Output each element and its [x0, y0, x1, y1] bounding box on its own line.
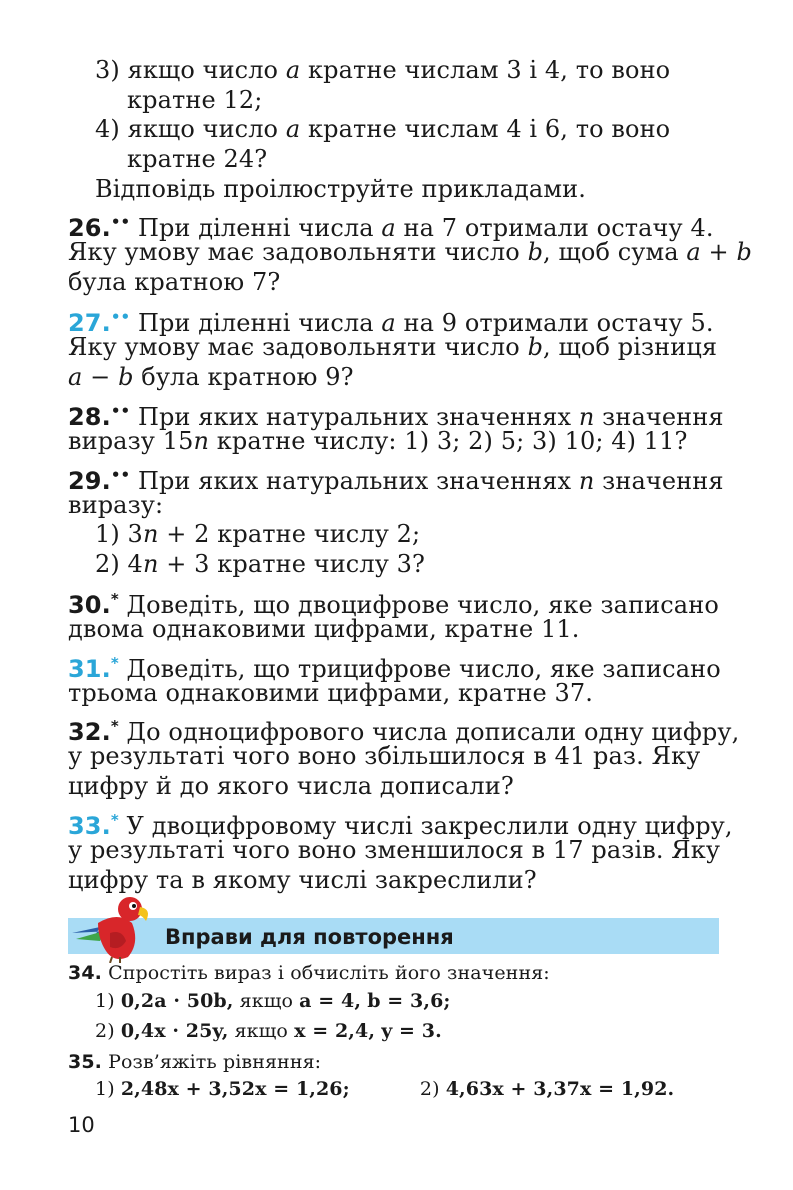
e30-number: 30. [68, 591, 111, 619]
e27-line1: 27.•• При діленні числа a на 9 отримали остачу 5. [68, 308, 714, 337]
e28-number: 28. [68, 403, 111, 431]
e35-items: 1) 2,48x + 3,52x = 1,26; 2) 4,63x + 3,37x = 1,92. [95, 1078, 675, 1100]
e32-line1: 32.* До одноцифрового числа дописали одну цифру, [68, 717, 740, 746]
e31-line2: трьома однаковими цифрами, кратне 37. [68, 679, 593, 707]
e27-number: 27. [68, 309, 111, 337]
e33-line1: 33.* У двоцифровому числі закреслили одну цифру, [68, 811, 733, 840]
e25-item4-line1: 4) якщо число a кратне числам 4 і 6, то воно [95, 115, 671, 143]
e25-item3-line2: кратне 12; [127, 86, 263, 114]
e27-line2: Яку умову має задовольняти число b, щоб різниця [68, 333, 718, 361]
e34-item2: 2) 0,4x · 25y, якщо x = 2,4, y = 3. [95, 1020, 442, 1042]
e32-line3: цифру й до якого числа дописали? [68, 772, 514, 800]
e29-item1: 1) 3n + 2 кратне числу 2; [95, 520, 421, 548]
section-title: Вправи для повторення [165, 925, 454, 949]
e33-line3: цифру та в якому числі закреслили? [68, 866, 537, 894]
e26-line3: була кратною 7? [68, 268, 281, 296]
e32-line2: у результаті чого воно збільшилося в 41 раз. Яку [68, 742, 701, 770]
e31-number: 31. [68, 655, 111, 683]
e34-heading: 34. Спростіть вираз і обчисліть його значення: [68, 962, 550, 984]
e34-number: 34. [68, 962, 102, 984]
e28-line2: виразу 15n кратне числу: 1) 3; 2) 5; 3) 10; 4) 11? [68, 427, 688, 455]
e35-heading: 35. Розв’яжіть рівняння: [68, 1051, 322, 1073]
e26-number: 26. [68, 214, 111, 242]
e26-line1: 26.•• При діленні числа a на 7 отримали остачу 4. [68, 213, 714, 242]
e35-number: 35. [68, 1051, 102, 1073]
e29-line2: виразу: [68, 491, 164, 519]
e29-number: 29. [68, 467, 111, 495]
page-number: 10 [68, 1113, 95, 1137]
e33-number: 33. [68, 812, 111, 840]
e28-line1: 28.•• При яких натуральних значеннях n значення [68, 402, 724, 431]
e32-number: 32. [68, 718, 111, 746]
e29-line1: 29.•• При яких натуральних значеннях n значення [68, 466, 724, 495]
e30-line1: 30.* Доведіть, що двоцифрове число, яке записано [68, 590, 719, 619]
e33-line2: у результаті чого воно зменшилося в 17 разів. Яку [68, 836, 721, 864]
e25-item4-line2: кратне 24? [127, 145, 268, 173]
e26-line2: Яку умову має задовольняти число b, щоб сума a + b [68, 238, 752, 266]
e29-item2: 2) 4n + 3 кратне числу 3? [95, 550, 425, 578]
e30-line2: двома однаковими цифрами, кратне 11. [68, 615, 580, 643]
e25-closing: Відповідь проілюструйте прикладами. [95, 175, 586, 203]
e34-item1: 1) 0,2a · 50b, якщо a = 4, b = 3,6; [95, 990, 451, 1012]
e27-line3: a − b була кратною 9? [68, 363, 354, 391]
parrot-icon [70, 893, 166, 963]
e25-item3-line1: 3) якщо число a кратне числам 3 і 4, то воно [95, 56, 671, 84]
e31-line1: 31.* Доведіть, що трицифрове число, яке записано [68, 654, 721, 683]
